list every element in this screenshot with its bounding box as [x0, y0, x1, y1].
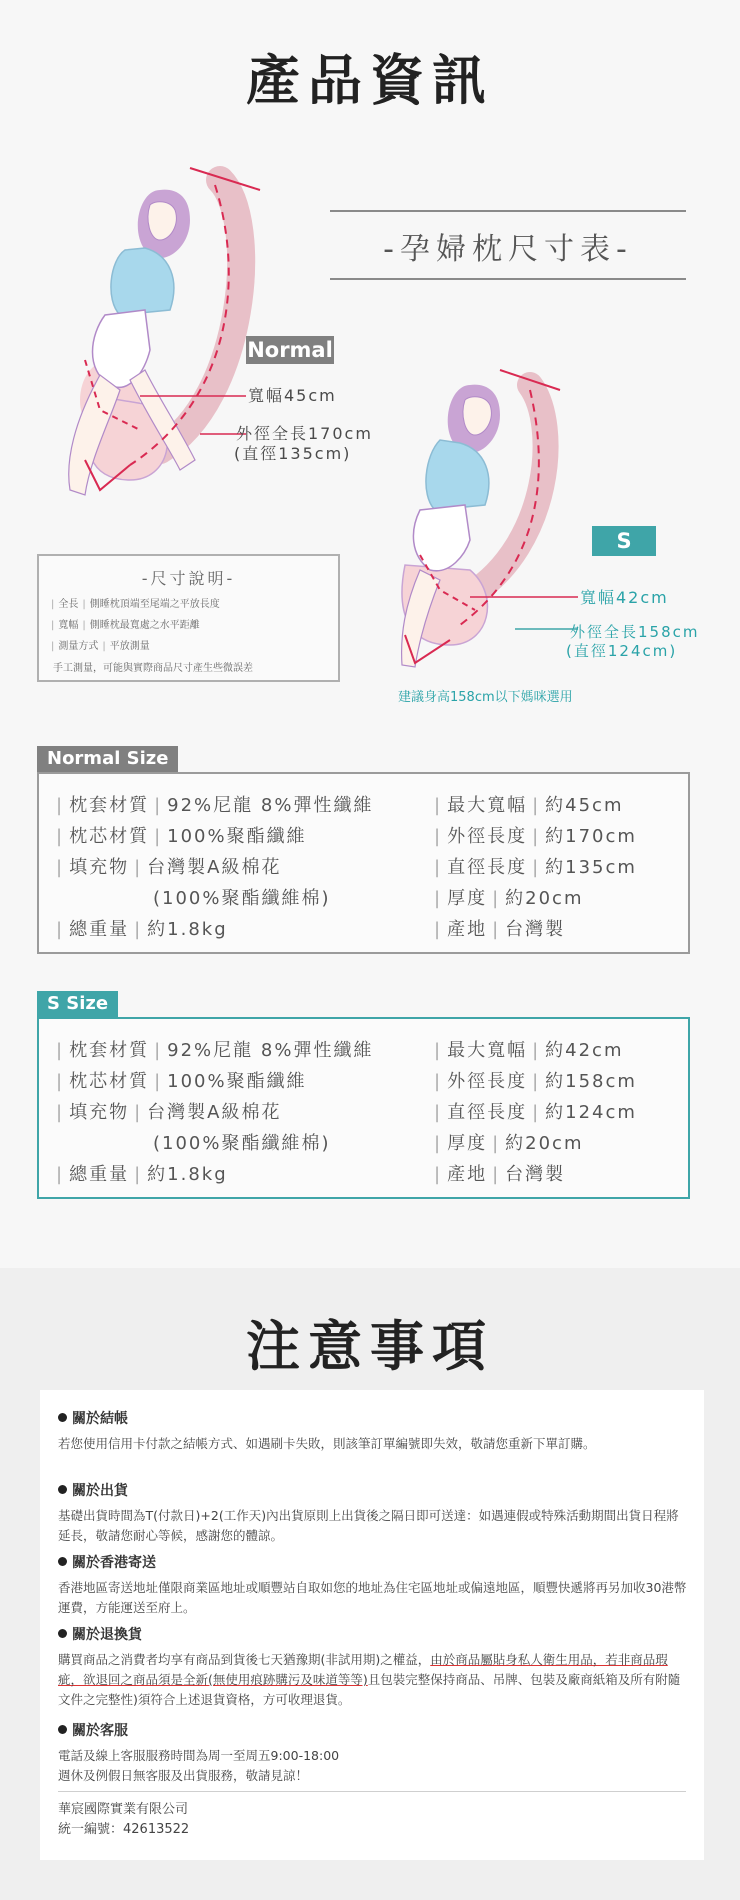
normal-size-left-column [51, 794, 373, 949]
spec-row: | 總重量 | 約1.8kg [56, 919, 228, 940]
notice-heading [58, 1624, 688, 1644]
spec-value: 100%聚酯纖維 [167, 1071, 307, 1092]
spec-key: 填充物 [69, 857, 130, 878]
spec-row: | 填充物 | 台灣製A級棉花 [56, 1102, 282, 1123]
notice-heading [58, 1408, 688, 1428]
chart-title-top-line [330, 210, 686, 212]
spec-row: | 產地 | 台灣製 [434, 919, 566, 940]
spec-row: | 枕套材質 | 92%尼龍 8%彈性纖維 [56, 1040, 374, 1061]
spec-value: 約42cm [545, 1040, 624, 1061]
notice-returns [58, 1624, 688, 1710]
notice-panel [40, 1390, 704, 1860]
company-info [58, 1800, 189, 1840]
normal-width-label: 寬幅45cm [248, 386, 337, 405]
spec-value: 約170cm [545, 826, 637, 847]
s-length-label: 外徑全長158cm [570, 623, 700, 641]
spec-value: 台灣製A級棉花 [147, 857, 282, 878]
size-note-value: 側睡枕最寬處之水平距離 [89, 620, 200, 631]
spec-key: 產地 [447, 919, 488, 940]
spec-row: | 枕芯材質 | 100%聚酯纖維 [56, 826, 307, 847]
spec-value: 約124cm [545, 1102, 637, 1123]
service-hours: 電話及線上客服服務時間為周一至周五9:00-18:00 [58, 1748, 340, 1763]
s-size-right-column [429, 1039, 637, 1194]
spec-row-continued: (100%聚酯纖維棉) [153, 888, 331, 909]
s-size-table [37, 1017, 690, 1199]
returns-text: 且包裝完整保持商品、吊牌、包裝及廠商紙箱及所有附隨文件之完整性)須符合上述退貨資格，方可收理退貨。 [58, 1672, 681, 1707]
spec-row: | 直徑長度 | 約135cm [434, 857, 637, 878]
spec-key: 外徑長度 [447, 826, 528, 847]
s-leader-lines [470, 585, 580, 635]
bullet-dot-icon [58, 1557, 67, 1566]
normal-size-table [37, 772, 690, 954]
normal-size-right-column [429, 794, 637, 949]
s-height-suggestion: 建議身高158cm以下媽咪選用 [398, 690, 573, 705]
spec-value: 台灣製A級棉花 [147, 1102, 282, 1123]
spec-row-continued: (100%聚酯纖維棉) [153, 1133, 331, 1154]
notice-heading [58, 1720, 688, 1740]
chart-title: -孕婦枕尺寸表- [383, 232, 633, 267]
notice-heading-text: 關於香港寄送 [72, 1555, 156, 1571]
spec-key: 產地 [447, 1164, 488, 1185]
spec-row: | 枕芯材質 | 100%聚酯纖維 [56, 1071, 307, 1092]
normal-diameter-label: (直徑135cm) [234, 444, 352, 463]
spec-key: 枕套材質 [69, 795, 150, 816]
size-note-row: | 全長 | 側睡枕頂端至尾端之平放長度 [51, 599, 220, 610]
spec-row: | 枕套材質 | 92%尼龍 8%彈性纖維 [56, 795, 374, 816]
notice-body: 香港地區寄送地址僅限商業區地址或順豐站自取如您的地址為住宅區地址或偏遠地區，順豐快遞將再另加收30港幣運費，方能運送至府上。 [58, 1580, 687, 1615]
spec-key: 最大寬幅 [447, 1040, 528, 1061]
bullet-dot-icon [58, 1485, 67, 1494]
spec-key: 外徑長度 [447, 1071, 528, 1092]
spec-row: | 直徑長度 | 約124cm [434, 1102, 637, 1123]
spec-value: 約20cm [505, 1133, 584, 1154]
spec-value: 約20cm [505, 888, 584, 909]
notice-heading-text: 關於退換貨 [72, 1627, 142, 1643]
size-note-value: 平放測量 [109, 641, 150, 652]
spec-value: 約1.8kg [147, 1164, 228, 1185]
spec-value: 約158cm [545, 1071, 637, 1092]
notice-body [58, 1746, 688, 1786]
spec-row: | 總重量 | 約1.8kg [56, 1164, 228, 1185]
size-note-row: | 測量方式 | 平放測量 [51, 641, 150, 652]
bullet-dot-icon [58, 1725, 67, 1734]
spec-value: 台灣製 [505, 919, 566, 940]
chart-title-bottom-line [330, 278, 686, 280]
notice-heading-text: 關於結帳 [72, 1411, 128, 1427]
notice-customer-service [58, 1720, 688, 1786]
size-note-key: 測量方式 [58, 641, 99, 652]
size-notes-footnote: 手工測量，可能與實際商品尺寸產生些微誤差 [53, 663, 253, 674]
spec-value: 約135cm [545, 857, 637, 878]
spec-value: 台灣製 [505, 1164, 566, 1185]
spec-row: | 外徑長度 | 約158cm [434, 1071, 637, 1092]
spec-key: 填充物 [69, 1102, 130, 1123]
divider [58, 1791, 686, 1792]
size-note-key: 寬幅 [58, 620, 79, 631]
spec-key: 直徑長度 [447, 857, 528, 878]
spec-key: 厚度 [447, 888, 488, 909]
spec-row: | 填充物 | 台灣製A級棉花 [56, 857, 282, 878]
size-note-row: | 寬幅 | 側睡枕最寬處之水平距離 [51, 620, 200, 631]
spec-value: 92%尼龍 8%彈性纖維 [167, 1040, 374, 1061]
s-label: S [592, 526, 656, 556]
notice-heading-text: 關於客服 [72, 1723, 128, 1739]
normal-size-tab: Normal Size [37, 746, 178, 772]
spec-row: | 最大寬幅 | 約45cm [434, 795, 624, 816]
service-holiday: 週休及例假日無客服及出貨服務，敬請見諒！ [58, 1768, 309, 1783]
notice-hongkong [58, 1552, 688, 1618]
notice-heading [58, 1480, 688, 1500]
notice-body: 若您使用信用卡付款之結帳方式、如遇刷卡失敗，則該筆訂單編號即失效，敬請您重新下單訂購。 [58, 1436, 596, 1451]
notice-body [58, 1650, 688, 1710]
spec-value: 100%聚酯纖維 [167, 826, 307, 847]
spec-key: 枕芯材質 [69, 826, 150, 847]
spec-value: 92%尼龍 8%彈性纖維 [167, 795, 374, 816]
size-note-value: 側睡枕頂端至尾端之平放長度 [89, 599, 220, 610]
spec-key: 厚度 [447, 1133, 488, 1154]
s-diameter-label: (直徑124cm) [566, 642, 678, 660]
spec-key: 枕芯材質 [69, 1071, 150, 1092]
spec-value: 約45cm [545, 795, 624, 816]
normal-length-label: 外徑全長170cm [236, 424, 373, 443]
returns-underlined-text: 由於商品屬貼身私人衛生用品，若非商品瑕疵，欲退回之商品須是全新(無使用痕跡購污及味道等等) [58, 1652, 668, 1687]
returns-text: 購買商品之消費者均享有商品到貨後七天猶豫期(非試用期)之權益， [58, 1652, 431, 1667]
spec-row: | 產地 | 台灣製 [434, 1164, 566, 1185]
spec-key: 總重量 [69, 919, 130, 940]
spec-row: | 厚度 | 約20cm [434, 888, 584, 909]
s-width-label: 寬幅42cm [580, 588, 669, 607]
notice-heading-text: 關於出貨 [72, 1483, 128, 1499]
normal-leader-lines [140, 380, 250, 450]
notice-heading [58, 1552, 688, 1572]
normal-label: Normal [247, 338, 333, 362]
notice-title: 注意事項 [246, 1315, 494, 1378]
spec-key: 最大寬幅 [447, 795, 528, 816]
spec-value: 約1.8kg [147, 919, 228, 940]
spec-key: 直徑長度 [447, 1102, 528, 1123]
bullet-dot-icon [58, 1629, 67, 1638]
spec-key: 枕套材質 [69, 1040, 150, 1061]
bullet-dot-icon [58, 1413, 67, 1422]
spec-row: | 最大寬幅 | 約42cm [434, 1040, 624, 1061]
s-size-left-column [51, 1039, 373, 1194]
size-notes-box [37, 554, 340, 682]
notice-body: 基礎出貨時間為T(付款日)+2(工作天)內出貨原則上出貨後之隔日即可送達：如遇連假或特殊活動期間出貨日程將延長，敬請您耐心等候，感謝您的體諒。 [58, 1508, 679, 1543]
notice-checkout [58, 1408, 688, 1454]
size-notes-title: -尺寸說明- [141, 569, 236, 588]
spec-key: 總重量 [69, 1164, 130, 1185]
spec-row: | 厚度 | 約20cm [434, 1133, 584, 1154]
size-note-key: 全長 [58, 599, 79, 610]
s-size-tab: S Size [37, 991, 118, 1017]
company-name: 華宸國際實業有限公司 [58, 1802, 189, 1817]
page-title: 產品資訊 [246, 49, 494, 112]
company-tax-id: 統一編號：42613522 [58, 1822, 190, 1837]
spec-row: | 外徑長度 | 約170cm [434, 826, 637, 847]
notice-shipping [58, 1480, 688, 1546]
